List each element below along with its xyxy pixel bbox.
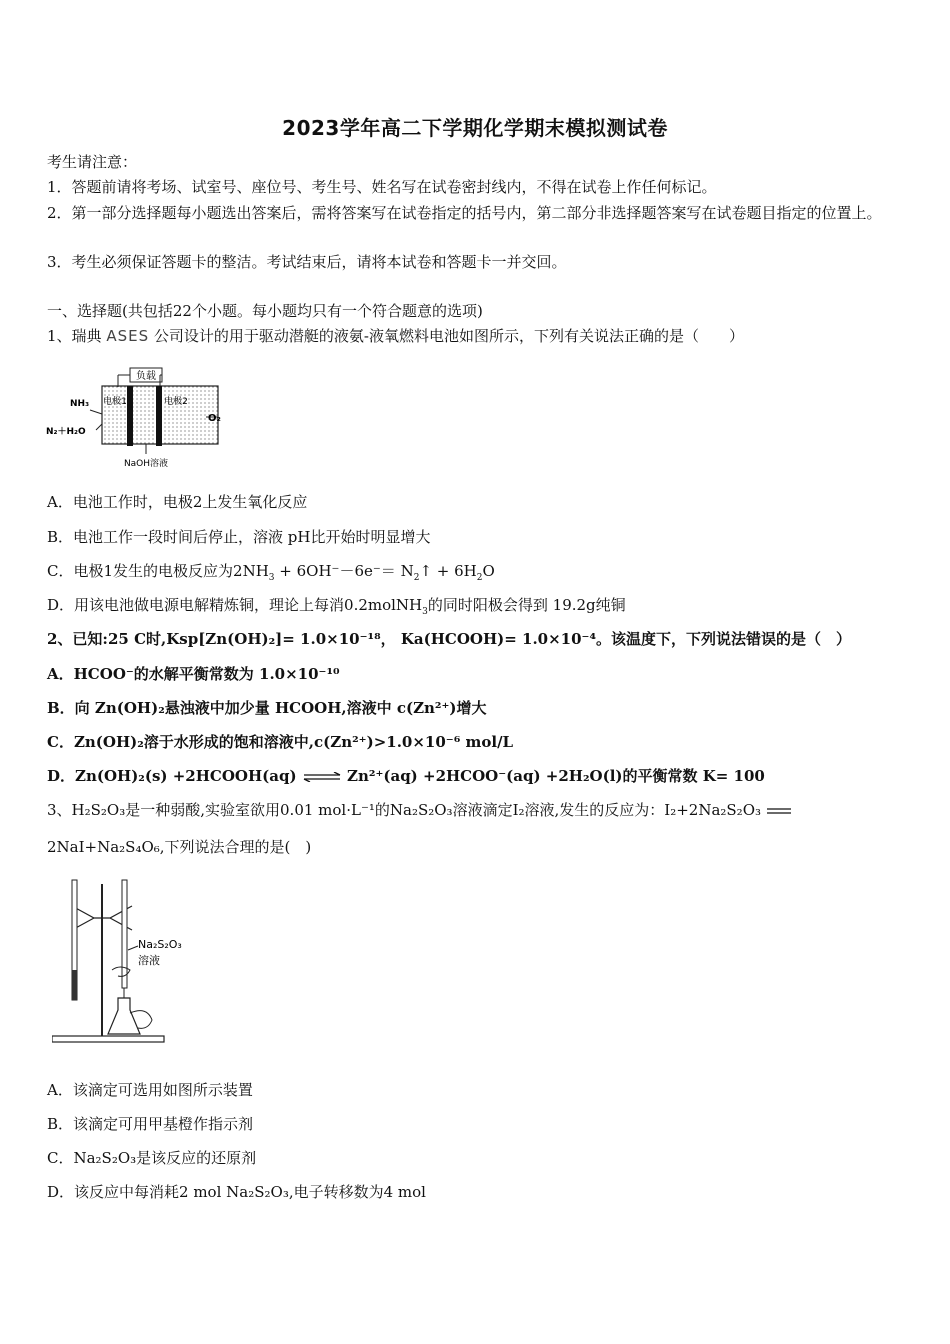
q3-stem-line2: 2NaI+Na₂S₄O₆,下列说法合理的是( ) <box>47 838 312 856</box>
conical-flask <box>108 998 140 1034</box>
stand-base <box>52 1036 164 1042</box>
reagent-label-1: Na₂S₂O₃ <box>138 938 182 951</box>
q2-option-d <box>47 765 765 787</box>
label-pointer <box>128 946 138 950</box>
equilibrium-arrow-icon <box>302 772 342 782</box>
q1-stem-post: 公司设计的用于驱动潜艇的液氨-液氧燃料电池如图所示，下列有关说法正确的是（ ） <box>153 327 744 345</box>
q1-stem-pre: 1、瑞典 <box>47 327 102 345</box>
burette-right <box>122 880 127 988</box>
q1-option-a: A．电池工作时，电极2上发生氧化反应 <box>47 493 308 511</box>
load-label: 负载 <box>136 371 156 382</box>
q1-c-end: O <box>482 562 495 580</box>
q3-option-a: A．该滴定可选用如图所示装置 <box>47 1081 253 1099</box>
notice-item-1: 1．答题前请将考场、试室号、座位号、考生号、姓名写在试卷密封线内，不得在试卷上作任何标记。 <box>47 178 717 196</box>
q2-option-b: B．向 Zn(OH)₂悬浊液中加少量 HCOOH,溶液中 c(Zn²⁺)增大 <box>47 699 487 717</box>
nh3-arrow <box>90 410 102 414</box>
electrode-2-label: 电极2 <box>164 397 188 407</box>
electrode-2-plate <box>156 386 162 446</box>
q2-d-pre: D．Zn(OH)₂(s) +2HCOOH(aq) <box>47 767 297 785</box>
electrode-1-label: 电极1 <box>103 397 127 407</box>
fuel-cell-figure <box>44 362 234 474</box>
q2-d-post: Zn²⁺(aq) +2HCOO⁻(aq) +2H₂O(l)的平衡常数 K= 100 <box>347 767 765 785</box>
o2-label: O₂ <box>208 413 221 424</box>
q2-stem: 2、已知:25 C时,Ksp[Zn(OH)₂]= 1.0×10⁻¹⁸， Ka(HCOOH)= 1.0×10⁻⁴。该温度下，下列说法错误的是（ ） <box>47 630 852 648</box>
q1-c-mid: + 6OH⁻－6e⁻＝ N <box>274 562 414 580</box>
q1-c-pre: C．电极1发生的电极反应为2NH <box>47 562 269 580</box>
q3-option-d: D．该反应中每消耗2 mol Na₂S₂O₃,电子转移数为4 mol <box>47 1183 426 1201</box>
q1-option-c: C．电极1发生的电极反应为$2NH_3 + 6OH^--6e^-=$ $N_2↑ + 6H_2O$ <box>47 562 495 583</box>
section-heading: 一、选择题(共包括22个小题。每小题均只有一个符合题意的选项) <box>47 302 483 320</box>
q3-stem1: 3、H₂S₂O₃是一种弱酸,实验室欲用0.01 mol·L⁻¹的Na₂S₂O₃溶液滴定I₂溶液,发生的反应为：I₂+2Na₂S₂O₃ <box>47 801 762 819</box>
q2-option-c: C．Zn(OH)₂溶于水形成的饱和溶液中,c(Zn²⁺)>1.0×10⁻⁶ mol/L <box>47 733 514 751</box>
electrode-1-plate <box>127 386 133 446</box>
q1-company: ASES <box>106 327 150 345</box>
q3-option-c: C．Na₂S₂O₃是该反应的还原剂 <box>47 1149 257 1167</box>
q1-stem <box>47 325 744 347</box>
n2h2o-arrow <box>96 424 102 430</box>
titration-figure <box>52 878 202 1048</box>
q1-option-b: B．电池工作一段时间后停止，溶液 pH比开始时明显增大 <box>47 528 431 546</box>
q2-option-a: A．HCOO⁻的水解平衡常数为 1.0×10⁻¹⁰ <box>47 665 340 683</box>
q1-d-pre: D．用该电池做电源电解精炼铜，理论上每消0.2molNH <box>47 596 423 614</box>
notice-item-3: 3．考生必须保证答题卡的整洁。考试结束后，请将本试卷和答题卡一并交回。 <box>47 253 567 271</box>
page-title: 2023学年高二下学期化学期末模拟测试卷 <box>282 116 668 140</box>
q1-d-post: 的同时阳极会得到 19.2g纯铜 <box>427 596 626 614</box>
notice-heading: 考生请注意： <box>47 153 138 171</box>
q3-option-b: B．该滴定可用甲基橙作指示剂 <box>47 1115 254 1133</box>
q1-option-d: D．用该电池做电源电解精炼铜，理论上每消0.2molNH$_3$的同时阳极会得到 19.2g纯铜 <box>47 596 626 617</box>
reagent-label-2: 溶液 <box>138 954 160 967</box>
equals-arrow-icon <box>766 807 792 815</box>
burette-left-liquid <box>72 970 77 1000</box>
nh3-label: NH₃ <box>70 399 90 409</box>
notice-item-2: 2．第一部分选择题每小题选出答案后，需将答案写在试卷指定的括号内，第二部分非选择题答案写在试卷题目指定的位置上。 <box>47 204 882 222</box>
q3-stem-line1 <box>47 799 792 821</box>
naoh-label: NaOH溶液 <box>123 459 169 469</box>
q1-c-post: ↑ + 6H <box>419 562 477 580</box>
n2h2o-label: N₂＋H₂O <box>46 427 86 437</box>
